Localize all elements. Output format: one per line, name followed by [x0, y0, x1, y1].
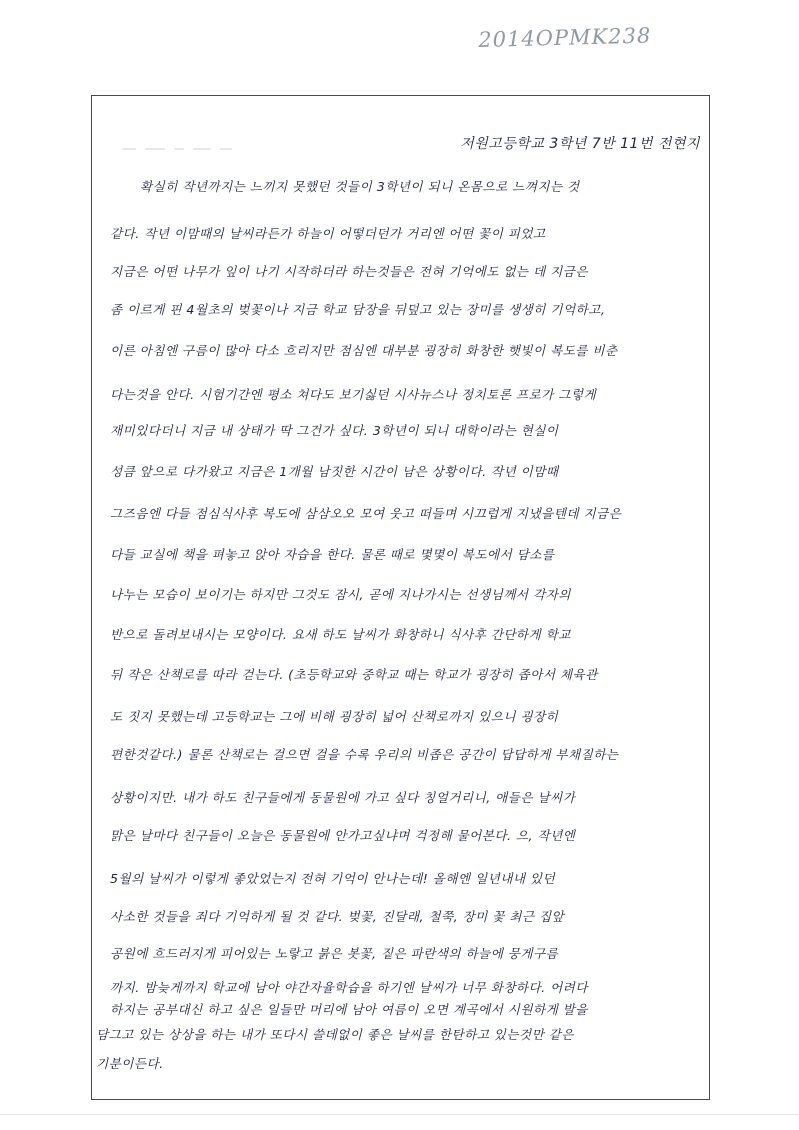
- student-header: 저원고등학교 3학년 7반 11번 전현지: [460, 136, 700, 152]
- essay-line: 반으로 돌려보내시는 모양이다. 요새 하도 날씨가 화창하니 식사후 간단하게 학교: [110, 627, 571, 642]
- essay-line: 재미있다더니 지금 내 상태가 딱 그건가 싶다. 3학년이 되니 대학이라는 현실이: [110, 423, 559, 438]
- essay-line: 좀 이르게 핀 4월초의 벚꽃이나 지금 학교 담장을 뒤덮고 있는 장미를 생생히 기억하고,: [110, 302, 606, 317]
- essay-line: 맑은 날마다 친구들이 오늘은 동물원에 안가고싶냐며 걱정해 물어본다. 으, 작년엔: [110, 828, 576, 843]
- essay-line: 도 짓지 못했는데 고등학교는 그에 비해 굉장히 넓어 산책로까지 있으니 굉장히: [110, 709, 559, 724]
- essay-line: 상황이지만. 내가 하도 친구들에게 동물원에 가고 싶다 칭얼거리니, 애들은 날씨가: [110, 790, 576, 805]
- essay-line: 뒤 작은 산책로를 따라 걷는다. (초등학교와 중학교 때는 학교가 굉장히 좁아서 체육관: [110, 667, 598, 682]
- essay-line: 편한것같다.) 물론 산책로는 걸으면 걸을 수록 우리의 비좁은 공간이 답답하게 부채질하는: [110, 747, 619, 762]
- essay-line: 하지는 공부대신 하고 싶은 일들만 머리에 남아 여름이 오면 계곡에서 시원하게 발을: [110, 1002, 588, 1017]
- essay-line: 5월의 날씨가 이렇게 좋았었는지 전혀 기억이 안나는데! 올해엔 일년내내 있던: [110, 871, 556, 886]
- essay-line: 확실히 작년까지는 느끼지 못했던 것들이 3학년이 되니 온몸으로 느껴지는 것: [140, 179, 580, 194]
- essay-line: 이른 아침엔 구름이 많아 다소 흐리지만 점심엔 대부분 굉장히 화창한 햇빛이 복도를 비춘: [110, 343, 618, 358]
- essay-line: 나누는 모습이 보이기는 하지만 그것도 잠시, 곧에 지나가시는 선생님께서 각자의: [110, 587, 571, 602]
- essay-line: 공원에 흐드러지게 피어있는 노랗고 붉은 봇꽃, 짙은 파란색의 하늘에 뭉게구름: [110, 946, 559, 961]
- scan-bottom-edge: [0, 1114, 799, 1115]
- essay-line: 같다. 작년 이맘때의 날씨라든가 하늘이 어떻더던가 거리엔 어떤 꽃이 피었고: [110, 226, 546, 241]
- document-id-stamp: 2014OPMK238: [478, 23, 652, 52]
- essay-line: 다는것을 안다. 시험기간엔 평소 쳐다도 보기싫던 시사뉴스나 정치토론 프로가 그렇게: [110, 387, 597, 402]
- essay-line: 그즈음엔 다들 점심식사후 복도에 삼삼오오 모여 웃고 떠들며 시끄럽게 지냈을텐데 지금은: [110, 506, 622, 521]
- erased-pencil-mark: [118, 138, 236, 160]
- essay-line: 성큼 앞으로 다가왔고 지금은 1개월 남짓한 시간이 남은 상황이다. 작년 이맘때: [110, 464, 559, 479]
- essay-line: 사소한 것들을 죄다 기억하게 될 것 같다. 벚꽃, 진달래, 철쭉, 장미 꽃 최근 집앞: [110, 909, 565, 924]
- essay-line: 담그고 있는 상상을 하는 내가 또다시 쓸데없이 좋은 날씨를 한탄하고 있는것만 같은: [96, 1027, 574, 1042]
- essay-line: 다들 교실에 책을 펴놓고 앉아 자습을 한다. 물론 때로 몇몇이 복도에서 담소를: [110, 547, 555, 562]
- essay-line: 까지. 밤늦게까지 학교에 남아 야간자율학습을 하기엔 날씨가 너무 화창하다. 어려다: [110, 980, 588, 995]
- essay-line: 기분이든다.: [96, 1056, 164, 1071]
- essay-line: 지금은 어떤 나무가 잎이 나기 시작하더라 하는것들은 전혀 기억에도 없는 데 지금은: [110, 264, 588, 279]
